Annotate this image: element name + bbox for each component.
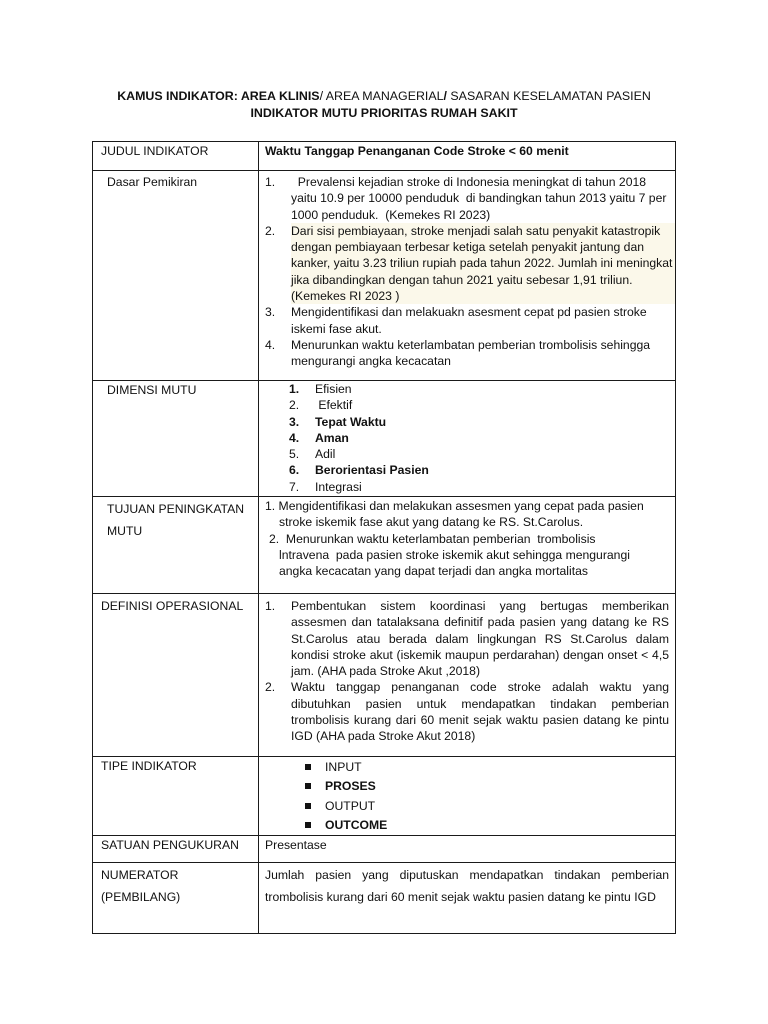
definisi-list: [259, 594, 675, 745]
label-dimensi: DIMENSI MUTU: [107, 383, 197, 397]
tujuan-item1-line2: stroke iskemik fase akut yang datang ke RS. St.Carolus.: [279, 515, 584, 530]
label-cell: [93, 142, 259, 171]
value-cell: [259, 863, 676, 934]
value-cell: [259, 142, 676, 171]
value-cell: [259, 497, 676, 594]
tujuan-item2-line3: angka kecacatan yang dapat terjadi dan angka mortalitas: [279, 564, 588, 579]
document-title-line2: INDIKATOR MUTU PRIORITAS RUMAH SAKIT: [250, 106, 518, 120]
tujuan-value: [259, 497, 675, 579]
title-sasaran: SASARAN KESELAMATAN PASIEN: [446, 89, 651, 103]
label-cell: [93, 594, 259, 757]
label-tujuan: TUJUAN PENINGKATAN MUTU: [107, 502, 245, 538]
list-item: 1. Pembentukan sistem koordinasi yang bertugas memberikan assesmen dan tatalaksana definitif pada pasien yang datang ke RS St.Carolus atau berada dalam lingkungan RS St.Carolus dalam kondisi stroke akut (iskemik maupun perdarahan) dengan onset < 4,5 jam. (AHA pada Stroke Akut ,2018): [265, 599, 669, 679]
row-numerator: [93, 863, 676, 934]
list-item: 4. Menurunkan waktu keterlambatan pemberian trombolisis sehingga mengurangi angka kecacatan: [265, 337, 651, 369]
label-cell: [93, 863, 259, 934]
value-cell: [259, 757, 676, 836]
label-cell: [93, 757, 259, 836]
list-item: OUTPUT: [305, 796, 675, 816]
title-slash: /: [443, 89, 447, 103]
label-dasar: Dasar Pemikiran: [107, 175, 198, 189]
tujuan-item1-line1: 1. Mengidentifikasi dan melakukan assesmen yang cepat pada pasien: [265, 499, 644, 513]
label-cell: [93, 171, 259, 381]
label-cell: [93, 836, 259, 863]
row-tipe-indikator: [93, 757, 676, 836]
square-bullet-icon: [305, 803, 311, 809]
document-title-line1: [0, 88, 768, 105]
value-numerator: Jumlah pasien yang diputuskan mendapatkan tindakan pemberian trombolisis kurang dari 60 menit sejak waktu pasien datang ke pintu IGD: [265, 868, 669, 904]
tujuan-item2-line1: 2. Menurunkan waktu keterlambatan pemberian trombolisis: [269, 531, 596, 546]
label-numerator: NUMERATOR (PEMBILANG): [101, 868, 181, 904]
indicator-table: [92, 141, 676, 934]
value-cell: [259, 836, 676, 863]
label-tipe: TIPE INDIKATOR: [101, 759, 197, 773]
label-cell: [93, 497, 259, 594]
list-item: INPUT: [305, 757, 675, 777]
title-area-managerial: / AREA MANAGERIAL: [319, 89, 444, 103]
list-item: 2. Dari sisi pembiayaan, stroke menjadi salah satu penyakit katastropik dengan pembiayaan terbesar ketiga setelah penyakit jantung dan kanker, yaitu 3.23 triliun rupiah pada tahun 2022. Jumlah ini meningkat jika dibandingkan dengan tahun 2021 yaitu sebesar 1,91 triliun. (Kemekes RI 2023 ): [259, 223, 675, 304]
list-item: 6. Berorientasi Pasien: [289, 463, 429, 478]
list-item: 4. Aman: [289, 430, 349, 445]
row-judul-indikator: [93, 142, 676, 171]
tipe-list: [259, 757, 675, 835]
value-cell: [259, 171, 676, 381]
list-item: 3. Tepat Waktu: [289, 414, 387, 429]
label-satuan: SATUAN PENGUKURAN: [101, 838, 239, 852]
list-item: OUTCOME: [305, 816, 675, 836]
title-area-klinis: KAMUS INDIKATOR: AREA KLINIS: [117, 89, 320, 103]
row-satuan-pengukuran: [93, 836, 676, 863]
list-item: 2. Efektif: [289, 398, 353, 413]
list-item: 1. Prevalensi kejadian stroke di Indonesia meningkat di tahun 2018 yaitu 10.9 per 10000 penduduk di bandingkan tahun 2013 yaitu 7 per 1000 penduduk. (Kemekes RI 2023): [265, 175, 670, 222]
tujuan-item2-line2: lntravena pada pasien stroke iskemik akut sehingga mengurangi: [279, 547, 630, 562]
row-definisi-operasional: [93, 594, 676, 757]
square-bullet-icon: [305, 822, 311, 828]
row-tujuan-peningkatan: [93, 497, 676, 594]
square-bullet-icon: [305, 783, 311, 789]
square-bullet-icon: [305, 764, 311, 770]
list-item: 2. Waktu tanggap penanganan code stroke adalah waktu yang dibutuhkan pasien untuk mendapatkan tindakan pemberian trombolisis kurang dari 60 menit sejak waktu pasien datang ke pintu IGD (AHA pada Stroke Akut 2018): [265, 680, 669, 744]
list-item: PROSES: [305, 777, 675, 797]
label-cell: [93, 381, 259, 497]
label-definisi: DEFINISI OPERASIONAL: [101, 599, 244, 613]
value-judul: Waktu Tanggap Penanganan Code Stroke < 60 menit: [265, 144, 569, 158]
value-cell: [259, 594, 676, 757]
value-satuan: Presentase: [265, 838, 327, 852]
list-item: 1. Efisien: [289, 382, 352, 396]
label-judul: JUDUL INDIKATOR: [101, 144, 209, 158]
list-item: 5. Adil: [289, 447, 336, 462]
list-item: 7. Integrasi: [289, 479, 362, 494]
row-dasar-pemikiran: [93, 171, 676, 381]
row-dimensi-mutu: [93, 381, 676, 497]
dimensi-list: [259, 381, 675, 495]
value-cell: [259, 381, 676, 497]
dasar-list: [259, 171, 675, 370]
list-item: 3. Mengidentifikasi dan melakuakn asesment cepat pd pasien stroke iskemi fase akut.: [265, 305, 647, 336]
